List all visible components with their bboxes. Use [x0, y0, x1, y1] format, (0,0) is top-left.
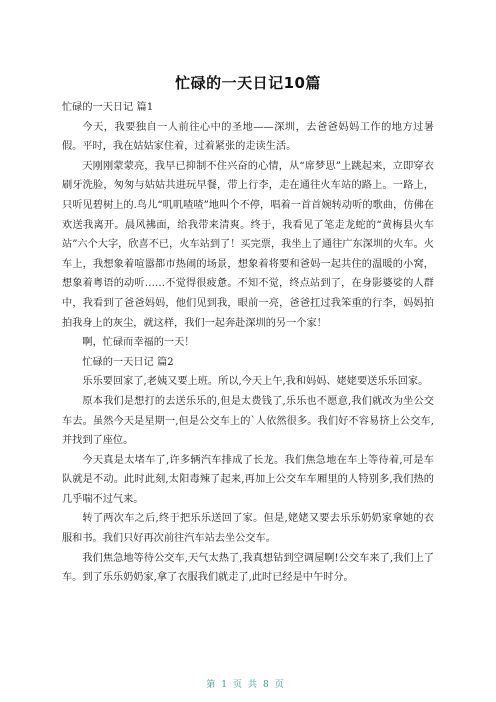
paragraph: 今天真是太堵车了,许多辆汽车排成了长龙。我们焦急地在车上等待着,可是车队就是不动。此时此刻,太阳毒辣了起来,再加上公交车车厢里的人特别多,我们热的几乎喘不过气来。 [62, 454, 434, 505]
paragraph: 天刚刚蒙蒙亮，我早已抑制不住兴奋的心情，从“席梦思”上跳起来，立即穿衣刷牙洗脸，匆匆与姑姑共进玩早餐，带上行李，走在通往火车站的路上。一路上，只听见碧树上的.鸟儿“叽叽喳喳”地叫个不停，唱着一首首婉转动听的歌曲，仿佛在欢送我离开。晨风拂面，给我带来清爽。终于，我看见了笔走龙蛇的“黄梅县火车站”六个大字，欣喜不已，火车站到了！买完票，我坐上了通往广东深圳的火车。火车上，我想象着喧嚣都市热闹的场景，想象着将要和爸妈一起共住的温暖的小窝，想象着粤语的动听……不觉得很疲惫。不知不觉，终点站到了，在身影婆娑的人群中，我看到了爸爸妈妈，他们见到我，眼前一亮，爸爸扛过我笨重的行李，妈妈拍拍我身上的灰尘，就这样，我们一起奔赴深圳的另一个家！ [62, 160, 434, 329]
paragraph: 乐乐要回家了,老姨又要上班。所以,今天上午,我和妈妈、姥姥要送乐乐回家。 [82, 376, 429, 388]
page-number-footer: 第1页共8页 [206, 680, 290, 690]
document-title: 忙碌的一天日记10篇 [175, 74, 321, 92]
paragraph: 啊，忙碌而幸福的一天！ [82, 337, 195, 349]
section-heading: 忙碌的一天日记 篇2 [82, 356, 174, 368]
paragraph: 原本我们是想打的去送乐乐的,但是太费钱了,乐乐也不愿意,我们就改为坐公交车去。虽然今天是星期一,但是公交车上的`人依然很多。我们好不容易挤上公交车,并找到了座位。 [62, 395, 434, 447]
paragraph: 转了两次车之后,终于把乐乐送回了家。但是,姥姥又要去乐乐奶奶家拿她的衣服和书。我们只好再次前往汽车站去坐公交车。 [62, 513, 434, 545]
paragraph: 我们焦急地等待公交车,天气太热了,我真想钻到空调屋啊!公交车来了,我们上了车。到了乐乐奶奶家,拿了衣服我们就走了,此时已经是中午时分。 [62, 552, 434, 584]
section-heading: 忙碌的一天日记 篇1 [62, 102, 154, 113]
paragraph: 今天，我要独自一人前往心中的圣地——深圳，去爸爸妈妈工作的地方过暑假。平时，我在姑姑家住着，过着紧张的走读生活。 [62, 121, 434, 153]
document-body [62, 98, 434, 588]
